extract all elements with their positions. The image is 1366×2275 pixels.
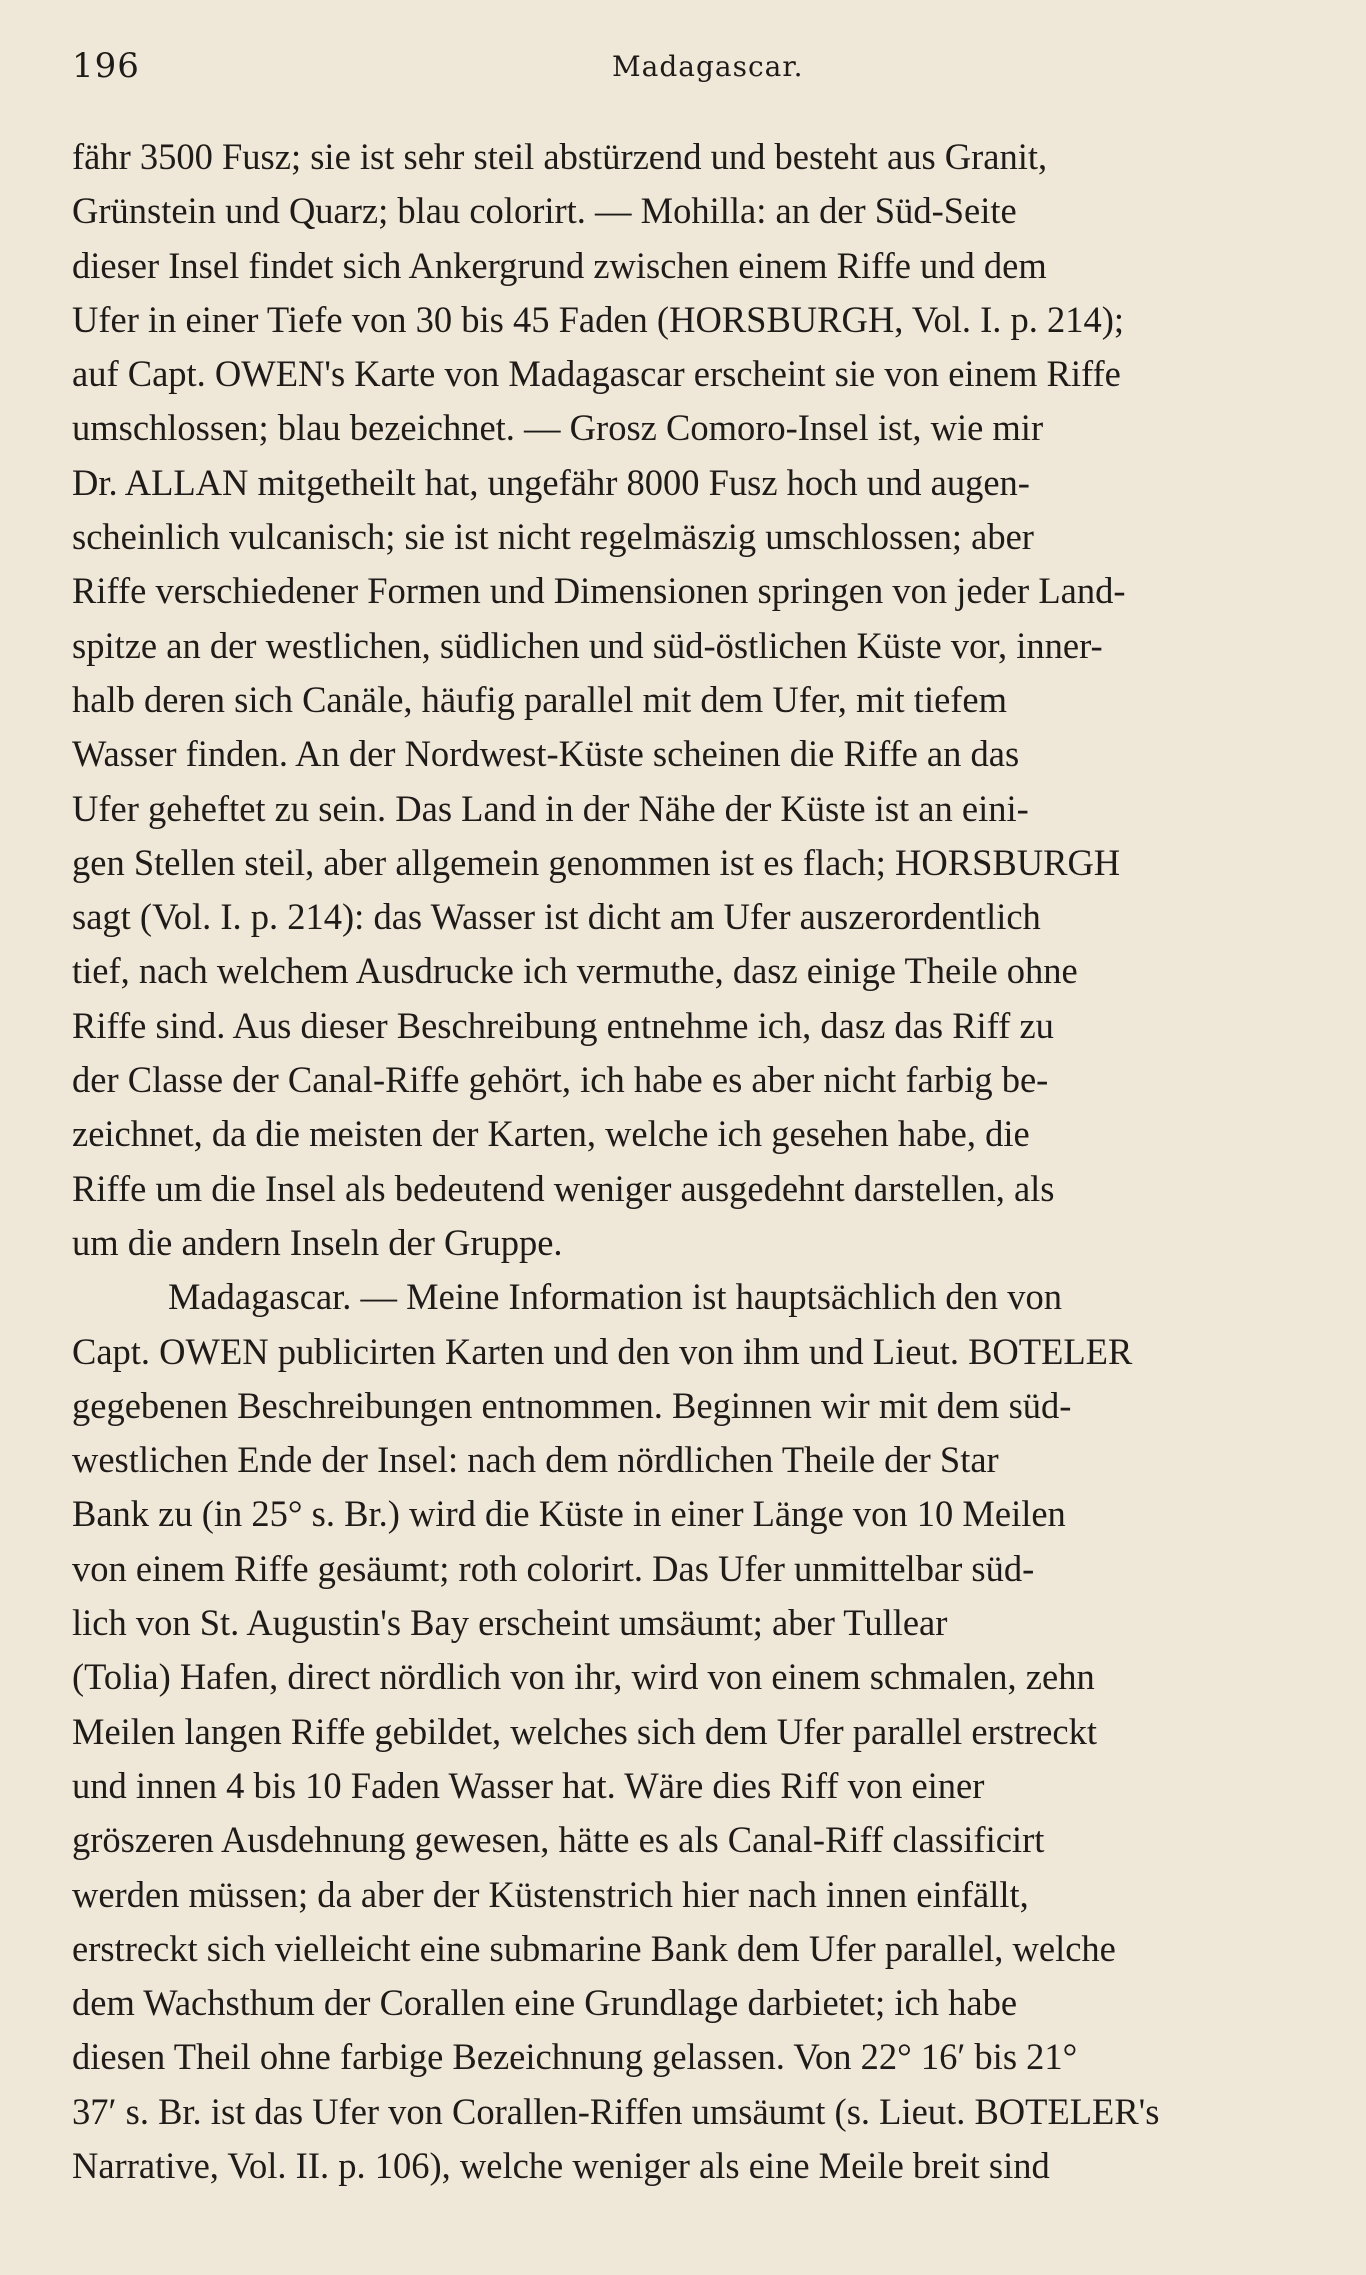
- text-line: (Tolia) Hafen, direct nördlich von ihr, wird von einem schmalen, zehn: [72, 1656, 1095, 1698]
- text-line: auf Capt. OWEN's Karte von Madagascar erscheint sie von einem Riffe: [72, 353, 1121, 395]
- text-line: Meilen langen Riffe gebildet, welches sich dem Ufer parallel erstreckt: [72, 1710, 1097, 1752]
- text-line: Narrative, Vol. II. p. 106), welche weniger als eine Meile breit sind: [72, 2144, 1050, 2186]
- text-line: gegebenen Beschreibungen entnommen. Beginnen wir mit dem süd-: [72, 1384, 1072, 1426]
- text-line: erstreckt sich vielleicht eine submarine Bank dem Ufer parallel, welche: [72, 1927, 1116, 1969]
- text-line: halb deren sich Canäle, häufig parallel mit dem Ufer, mit tiefem: [72, 678, 1008, 720]
- text-line: lich von St. Augustin's Bay erscheint umsäumt; aber Tullear: [72, 1602, 948, 1644]
- text-line: umschlossen; blau bezeichnet. — Grosz Comoro-Insel ist, wie mir: [72, 407, 1044, 449]
- text-line: und innen 4 bis 10 Faden Wasser hat. Wäre dies Riff von einer: [72, 1764, 985, 1806]
- text-line: sagt (Vol. I. p. 214): das Wasser ist dicht am Ufer auszerordentlich: [72, 896, 1041, 938]
- text-line: um die andern Inseln der Gruppe.: [72, 1221, 563, 1263]
- text-line: Ufer in einer Tiefe von 30 bis 45 Faden (HORSBURGH, Vol. I. p. 214);: [72, 298, 1125, 340]
- text-line: tief, nach welchem Ausdrucke ich vermuthe, dasz einige Theile ohne: [72, 950, 1078, 992]
- text-line: 37′ s. Br. ist das Ufer von Corallen-Riffen umsäumt (s. Lieut. BOTELER's: [72, 2090, 1160, 2132]
- text-line: Riffe verschiedener Formen und Dimensionen springen von jeder Land-: [72, 570, 1126, 612]
- text-line: spitze an der westlichen, südlichen und süd-östlichen Küste vor, inner-: [72, 624, 1103, 666]
- text-line: diesen Theil ohne farbige Bezeichnung gelassen. Von 22° 16′ bis 21°: [72, 2036, 1078, 2078]
- text-line: von einem Riffe gesäumt; roth colorirt. Das Ufer unmittelbar süd-: [72, 1547, 1035, 1589]
- text-line: der Classe der Canal-Riffe gehört, ich habe es aber nicht farbig be-: [72, 1059, 1049, 1101]
- text-line: scheinlich vulcanisch; sie ist nicht regelmäszig umschlossen; aber: [72, 516, 1034, 558]
- text-line: gen Stellen steil, aber allgemein genommen ist es flach; HORSBURGH: [72, 841, 1121, 883]
- text-line: Riffe um die Insel als bedeutend weniger ausgedehnt darstellen, als: [72, 1167, 1055, 1209]
- text-line: westlichen Ende der Insel: nach dem nördlichen Theile der Star: [72, 1439, 999, 1481]
- text-line: Riffe sind. Aus dieser Beschreibung entnehme ich, dasz das Riff zu: [72, 1004, 1054, 1046]
- page-number: 196: [72, 46, 140, 86]
- text-line: Capt. OWEN publicirten Karten und den von ihm und Lieut. BOTELER: [72, 1330, 1133, 1372]
- text-line: dem Wachsthum der Corallen eine Grundlage darbietet; ich habe: [72, 1982, 1018, 2024]
- text-line: Grünstein und Quarz; blau colorirt. — Mohilla: an der Süd-Seite: [72, 190, 1017, 232]
- paragraph-start-line: Madagascar. — Meine Information ist hauptsächlich den von: [168, 1276, 1063, 1318]
- text-line: fähr 3500 Fusz; sie ist sehr steil abstürzend und besteht aus Granit,: [72, 136, 1048, 177]
- text-line: dieser Insel findet sich Ankergrund zwischen einem Riffe und dem: [72, 244, 1047, 286]
- text-line: zeichnet, da die meisten der Karten, welche ich gesehen habe, die: [72, 1113, 1030, 1155]
- text-line: Bank zu (in 25° s. Br.) wird die Küste in einer Länge von 10 Meilen: [72, 1493, 1066, 1535]
- text-line: Dr. ALLAN mitgetheilt hat, ungefähr 8000 Fusz hoch und augen-: [72, 461, 1030, 503]
- text-line: gröszeren Ausdehnung gewesen, hätte es als Canal-Riff classificirt: [72, 1819, 1045, 1861]
- running-title: Madagascar.: [612, 50, 804, 83]
- page-header: [72, 38, 1312, 98]
- body-text: [72, 130, 1312, 2193]
- text-line: werden müssen; da aber der Küstenstrich hier nach innen einfällt,: [72, 1873, 1029, 1915]
- text-line: Wasser finden. An der Nordwest-Küste scheinen die Riffe an das: [72, 733, 1020, 775]
- text-line: Ufer geheftet zu sein. Das Land in der Nähe der Küste ist an eini-: [72, 787, 1029, 829]
